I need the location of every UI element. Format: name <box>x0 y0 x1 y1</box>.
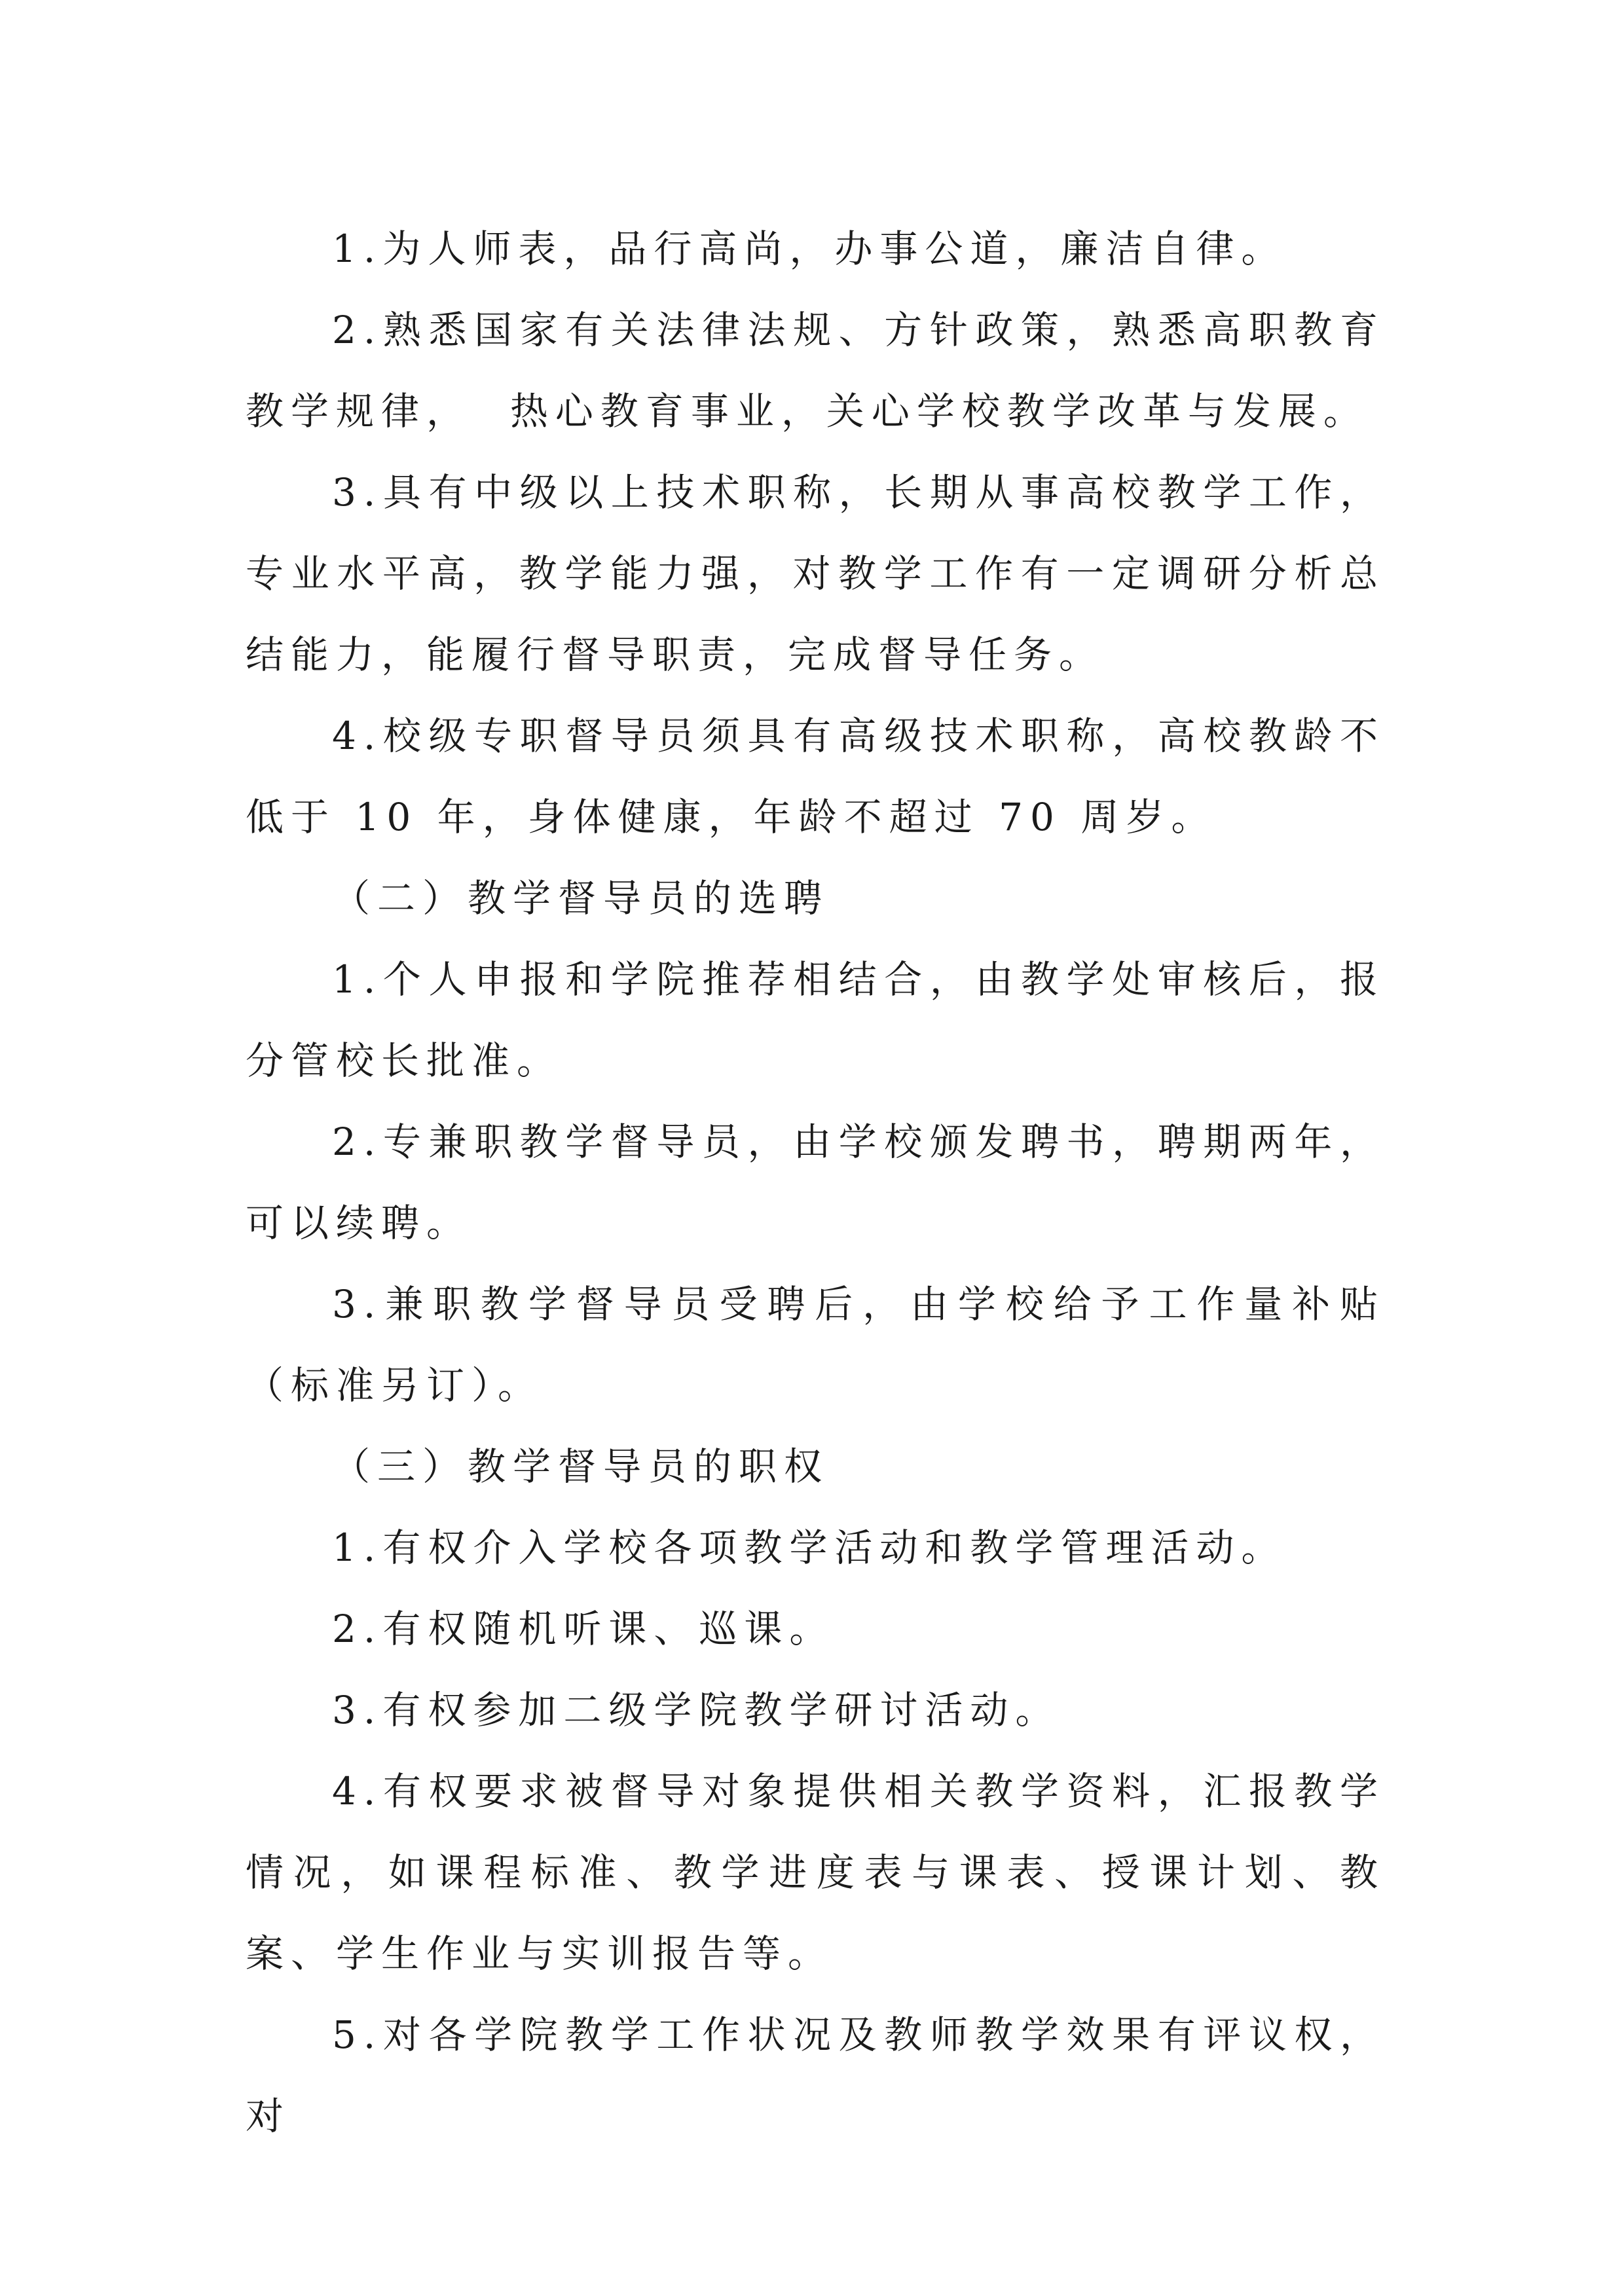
paragraph-selection-3: 3.兼职教学督导员受聘后，由学校给予工作量补贴（标准另订）。 <box>246 1282 1385 1408</box>
paragraph-qualification-4: 4.校级专职督导员须具有高级技术职称，高校教龄不低于 10 年，身体健康，年龄不超过 70 周岁。 <box>246 714 1385 839</box>
paragraph-selection-1: 1.个人申报和学院推荐相结合，由教学处审核后，报分管校长批准。 <box>246 957 1385 1083</box>
paragraph-qualification-3: 3.具有中级以上技术职称，长期从事高校教学工作，专业水平高，教学能力强，对教学工作有一定调研分析总结能力，能履行督导职责，完成督导任务。 <box>246 470 1385 677</box>
paragraph-qualification-2: 2.熟悉国家有关法律法规、方针政策，熟悉高职教育教学规律， 热心教育事业，关心学校教学改革与发展。 <box>246 308 1385 433</box>
document-body <box>246 208 1385 2157</box>
paragraph-selection-2: 2.专兼职教学督导员，由学校颁发聘书，聘期两年，可以续聘。 <box>246 1120 1385 1245</box>
paragraph-qualification-1: 1.为人师表，品行高尚，办事公道，廉洁自律。 <box>332 227 1287 271</box>
section-heading-selection: （二）教学督导员的选聘 <box>332 876 830 920</box>
paragraph-authority-3: 3.有权参加二级学院教学研讨活动。 <box>332 1688 1061 1732</box>
section-heading-authority: （三）教学督导员的职权 <box>332 1444 830 1489</box>
paragraph-authority-5: 5.对各学院教学工作状况及教师教学效果有评议权，对 <box>246 2013 1385 2138</box>
paragraph-authority-4: 4.有权要求被督导对象提供相关教学资料，汇报教学情况，如课程标准、教学进度表与课表、授课计划、教案、学生作业与实训报告等。 <box>246 1769 1385 1976</box>
paragraph-authority-2: 2.有权随机听课、巡课。 <box>332 1607 835 1651</box>
paragraph-authority-1: 1.有权介入学校各项教学活动和教学管理活动。 <box>332 1525 1287 1570</box>
